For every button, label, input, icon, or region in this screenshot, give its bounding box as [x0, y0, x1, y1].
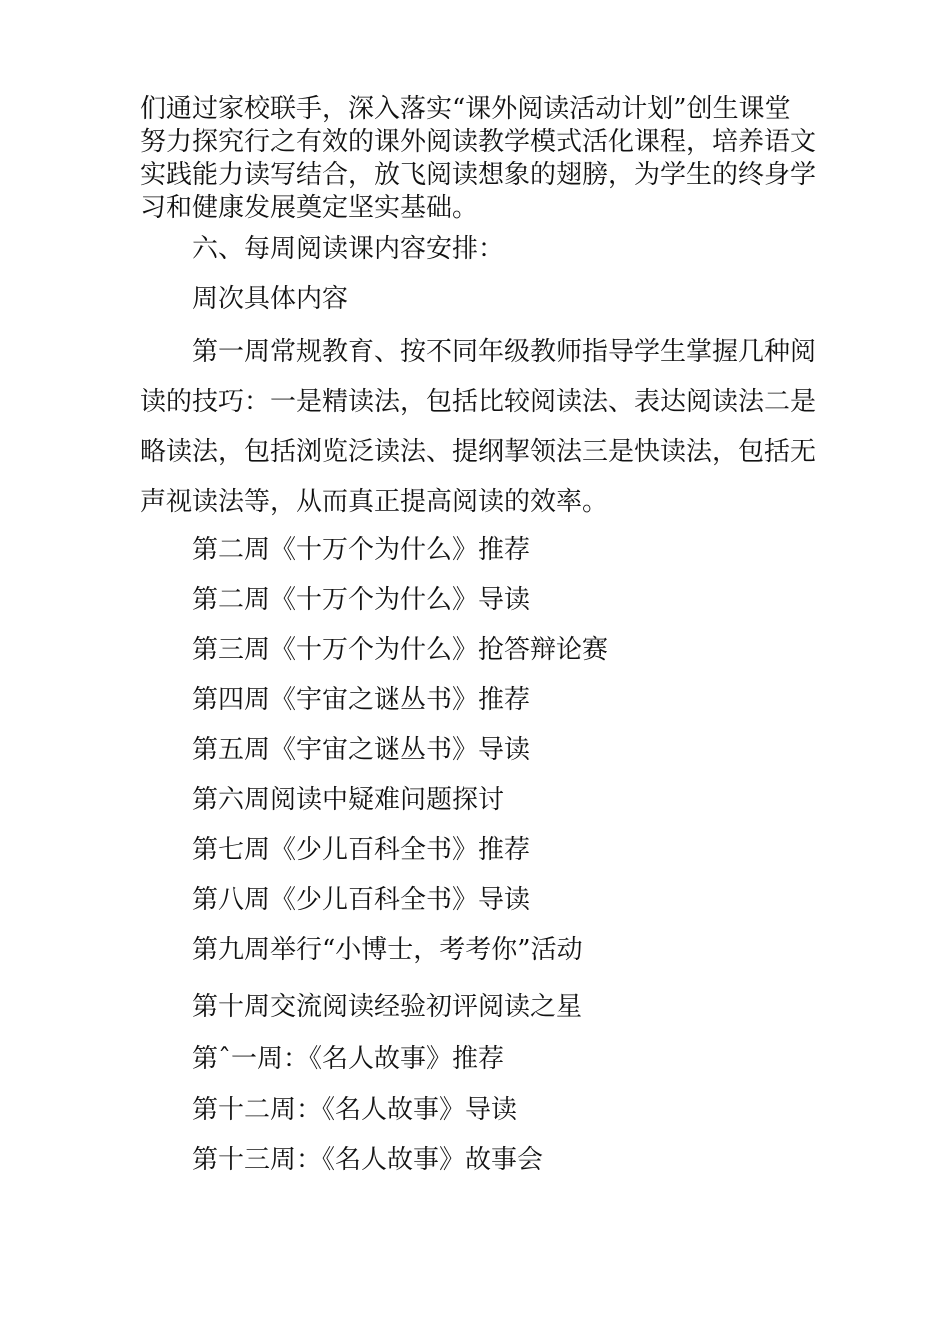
week-item: 第四周《宇宙之谜丛书》推荐 — [192, 685, 531, 715]
week-item: 第二周《十万个为什么》导读 — [192, 585, 531, 615]
week-item: 第九周举行“小博士，考考你”活动 — [192, 935, 583, 965]
section-heading: 六、每周阅读课内容安排： — [192, 234, 505, 264]
week-item: 第二周《十万个为什么》推荐 — [192, 535, 531, 565]
week-item: 第五周《宇宙之谜丛书》导读 — [192, 735, 531, 765]
week-item: 第七周《少儿百科全书》推荐 — [192, 835, 531, 865]
intro-line: 努力探究行之有效的课外阅读教学模式活化课程，培养语文 — [140, 127, 817, 157]
week-item: 第八周《少儿百科全书》导读 — [192, 885, 531, 915]
intro-line: 实践能力读写结合，放飞阅读想象的翅膀，为学生的终身学 — [140, 160, 817, 190]
week-item: 第十周交流阅读经验初评阅读之星 — [192, 992, 583, 1022]
week1-line: 声视读法等，从而真正提高阅读的效率。 — [140, 487, 609, 517]
intro-line: 习和健康发展奠定坚实基础。 — [140, 193, 479, 223]
week-item: 第三周《十万个为什么》抢答辩论赛 — [192, 635, 609, 665]
intro-line: 们通过家校联手，深入落实“课外阅读活动计划”创生课堂 — [140, 94, 791, 124]
week1-line: 第一周常规教育、按不同年级教师指导学生掌握几种阅 — [192, 337, 817, 367]
week1-line: 读的技巧：一是精读法，包括比较阅读法、表达阅读法二是 — [140, 387, 817, 417]
week-item: 第六周阅读中疑难问题探讨 — [192, 785, 505, 815]
week-item: 第ˆ一周：《名人故事》推荐 — [192, 1044, 505, 1074]
intro-paragraph — [140, 93, 830, 225]
table-header: 周次具体内容 — [192, 284, 349, 314]
week1-paragraph — [140, 327, 830, 527]
week1-line: 略读法，包括浏览泛读法、提纲挈领法三是快读法，包括无 — [140, 437, 817, 467]
week-item: 第十二周：《名人故事》导读 — [192, 1095, 518, 1125]
week-item: 第十三周：《名人故事》故事会 — [192, 1145, 544, 1175]
